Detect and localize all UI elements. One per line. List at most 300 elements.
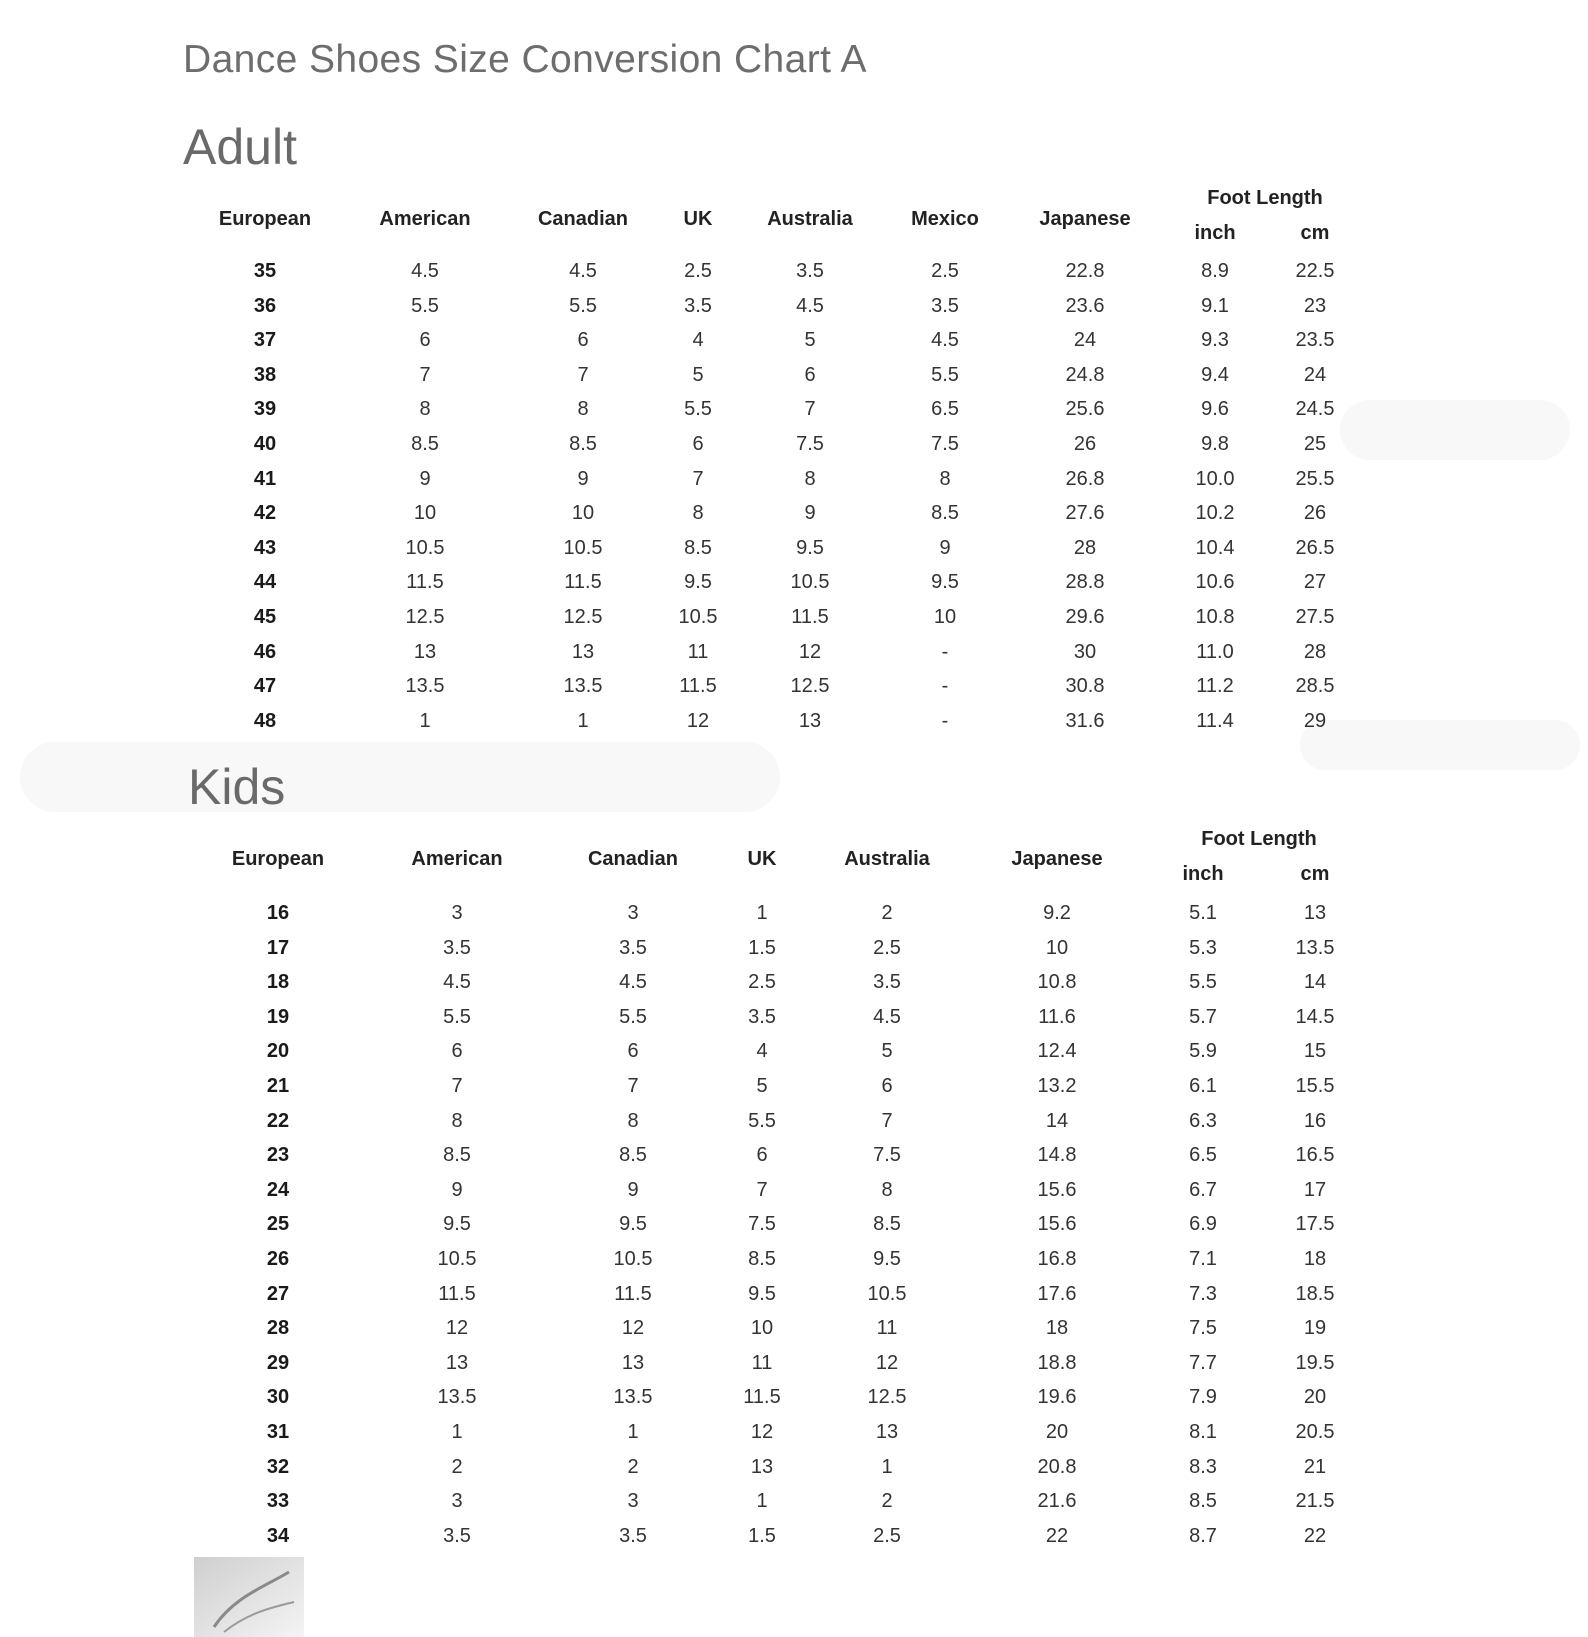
table-cell: 11.2 xyxy=(1196,675,1234,698)
table-cell: 9.5 xyxy=(796,536,824,559)
table-cell: 12 xyxy=(798,640,822,663)
table-cell: 25 xyxy=(266,1213,290,1236)
table-cell: 8.5 xyxy=(931,502,959,525)
table-cell: 25.6 xyxy=(1065,398,1105,421)
table-cell: 10 xyxy=(750,1317,774,1340)
foot-length-unit-header: inch xyxy=(1182,863,1224,885)
table-cell: 3 xyxy=(451,902,463,924)
table-cell: 29.6 xyxy=(1065,606,1105,628)
table-cell: 5 xyxy=(804,329,816,352)
table-cell: 6 xyxy=(627,1040,639,1063)
table-cell: 11.5 xyxy=(564,571,602,594)
table-cell: 5.5 xyxy=(931,363,959,386)
table-cell: 5.5 xyxy=(619,1005,647,1028)
scan-smudge xyxy=(1300,720,1580,770)
foot-length-unit-header: inch xyxy=(1194,222,1236,244)
column-header: UK xyxy=(683,208,713,230)
brand-logo xyxy=(194,1557,304,1637)
kids-section-title: Kids xyxy=(188,759,286,815)
table-cell: 6.3 xyxy=(1189,1109,1217,1132)
table-cell: 28 xyxy=(1303,640,1327,663)
table-cell: 11.5 xyxy=(438,1282,476,1305)
table-cell: 8.5 xyxy=(411,433,439,455)
table-cell: 12 xyxy=(621,1317,645,1340)
table-cell: 13.5 xyxy=(1295,936,1335,959)
table-cell: 10.5 xyxy=(790,571,830,594)
table-cell: 13.5 xyxy=(405,675,445,698)
table-cell: 8.5 xyxy=(443,1144,471,1167)
table-cell: 5.5 xyxy=(684,398,712,421)
table-cell: 44 xyxy=(253,571,277,594)
table-cell: 36 xyxy=(253,294,277,317)
table-cell: 2.5 xyxy=(931,260,959,282)
table-cell: 9.5 xyxy=(619,1213,647,1236)
table-cell: 11.5 xyxy=(614,1282,652,1305)
table-cell: 13 xyxy=(750,1455,774,1478)
table-cell: 10.0 xyxy=(1195,467,1235,490)
table-cell: 8.7 xyxy=(1189,1524,1217,1547)
table-cell: 7.3 xyxy=(1189,1282,1217,1305)
table-cell: 2 xyxy=(881,1490,893,1513)
table-cell: 39 xyxy=(253,398,277,421)
table-cell: 3.5 xyxy=(619,1524,647,1547)
table-cell: 22.5 xyxy=(1295,260,1335,282)
table-cell: 2 xyxy=(881,902,893,924)
table-cell: 7 xyxy=(756,1178,768,1201)
table-cell: 10.5 xyxy=(678,606,718,628)
table-cell: 3.5 xyxy=(684,294,712,317)
table-cell: 13 xyxy=(621,1351,645,1374)
column-header: European xyxy=(218,208,312,230)
table-cell: 12.5 xyxy=(867,1386,907,1409)
table-cell: 18 xyxy=(1303,1248,1327,1270)
table-cell: 1.5 xyxy=(748,936,776,959)
table-cell: 10.8 xyxy=(1037,971,1077,994)
table-cell: 3.5 xyxy=(443,936,471,959)
table-cell: 3.5 xyxy=(443,1524,471,1547)
table-cell: 8 xyxy=(804,467,816,490)
table-cell: 46 xyxy=(253,640,277,663)
table-cell: 24 xyxy=(1303,363,1327,386)
table-cell: 3.5 xyxy=(796,260,824,282)
column-header: Japanese xyxy=(1011,848,1103,870)
table-cell: 9 xyxy=(804,502,816,525)
table-cell: 23 xyxy=(266,1144,290,1167)
foot-length-unit-header: cm xyxy=(1300,222,1330,244)
table-cell: 4.5 xyxy=(569,260,597,282)
table-cell: 3.5 xyxy=(873,971,901,994)
table-cell: 10 xyxy=(933,606,957,628)
table-cell: 3 xyxy=(627,1490,639,1513)
table-cell: 4 xyxy=(692,329,704,352)
table-cell: 11.4 xyxy=(1196,709,1234,732)
table-cell: 13 xyxy=(875,1421,899,1443)
foot-length-header: Foot Length xyxy=(1201,828,1317,850)
table-cell: 16.5 xyxy=(1295,1144,1335,1167)
table-cell: 5.3 xyxy=(1189,936,1217,959)
table-cell: 29 xyxy=(1303,709,1327,732)
table-cell: 11.6 xyxy=(1038,1005,1076,1028)
foot-length-unit-header: cm xyxy=(1300,863,1330,885)
table-cell: 11 xyxy=(876,1317,898,1340)
table-cell: 9 xyxy=(627,1178,639,1201)
table-cell: 43 xyxy=(253,536,277,559)
table-cell: 16 xyxy=(1303,1109,1327,1132)
table-cell: 26.5 xyxy=(1295,536,1335,559)
table-cell: 21.5 xyxy=(1295,1490,1335,1513)
table-cell: 1 xyxy=(627,1421,639,1443)
table-cell: 27 xyxy=(1303,571,1327,594)
table-cell: 18.5 xyxy=(1295,1282,1335,1305)
table-cell: 13 xyxy=(445,1351,469,1374)
table-cell: 9.1 xyxy=(1201,294,1229,317)
table-cell: 32 xyxy=(266,1455,290,1478)
table-cell: 9.2 xyxy=(1043,902,1071,924)
table-cell: 17.6 xyxy=(1037,1282,1077,1305)
table-cell: 22 xyxy=(1045,1524,1069,1547)
table-cell: 9.5 xyxy=(873,1248,901,1270)
column-header: Canadian xyxy=(587,848,679,870)
table-cell: 13 xyxy=(571,640,595,663)
table-cell: 7.5 xyxy=(748,1213,776,1236)
table-cell: 9.5 xyxy=(931,571,959,594)
table-cell: 25.5 xyxy=(1295,467,1335,490)
table-cell: 6.5 xyxy=(931,398,959,421)
table-cell: 12.5 xyxy=(790,675,830,698)
table-cell: 13 xyxy=(798,709,822,732)
table-cell: 10.6 xyxy=(1195,571,1235,594)
table-cell: 12.5 xyxy=(563,606,603,628)
column-header: Mexico xyxy=(911,208,979,230)
table-cell: 27.5 xyxy=(1295,606,1335,628)
table-cell: 7.5 xyxy=(1189,1317,1217,1340)
table-cell: 9 xyxy=(451,1178,463,1201)
table-cell: 1 xyxy=(577,709,589,732)
table-cell: 27 xyxy=(266,1282,290,1305)
table-cell: 9 xyxy=(419,467,431,490)
table-cell: 1 xyxy=(451,1421,463,1443)
table-cell: 1 xyxy=(756,902,768,924)
table-cell: 22 xyxy=(266,1109,290,1132)
table-cell: 5 xyxy=(692,363,704,386)
table-cell: 13 xyxy=(413,640,437,663)
table-cell: 7.5 xyxy=(931,433,959,455)
table-cell: 37 xyxy=(253,329,277,352)
table-cell: 30 xyxy=(1073,640,1097,663)
table-cell: 5.5 xyxy=(411,294,439,317)
table-cell: 8 xyxy=(451,1109,463,1132)
table-cell: 2.5 xyxy=(873,936,901,959)
table-cell: 10.4 xyxy=(1195,536,1235,559)
table-cell: 29 xyxy=(266,1351,290,1374)
table-cell: 11 xyxy=(687,640,709,663)
table-cell: 11.0 xyxy=(1196,640,1234,663)
table-cell: 10.5 xyxy=(613,1248,653,1270)
table-cell: 6 xyxy=(451,1040,463,1063)
table-cell: 10 xyxy=(413,502,437,525)
table-cell: 14.8 xyxy=(1037,1144,1077,1167)
table-cell: 33 xyxy=(266,1490,290,1513)
table-cell: 12 xyxy=(750,1421,774,1443)
table-cell: 5.5 xyxy=(1189,971,1217,994)
table-cell: 8 xyxy=(419,398,431,421)
table-cell: 14.5 xyxy=(1295,1005,1335,1028)
table-cell: 9.5 xyxy=(684,571,712,594)
table-cell: 8.5 xyxy=(684,536,712,559)
table-cell: 24.5 xyxy=(1295,398,1335,421)
table-cell: 28 xyxy=(266,1317,290,1340)
table-cell: 2.5 xyxy=(873,1524,901,1547)
table-cell: 7 xyxy=(804,398,816,421)
table-cell: 16 xyxy=(266,902,290,924)
table-cell: 26.8 xyxy=(1065,467,1105,490)
table-cell: 24 xyxy=(266,1178,290,1201)
table-cell: 9.3 xyxy=(1201,329,1229,352)
table-cell: 6 xyxy=(577,329,589,352)
table-cell: 4.5 xyxy=(796,294,824,317)
table-cell: 48 xyxy=(253,709,277,732)
column-header: Australia xyxy=(844,848,930,870)
table-cell: 4.5 xyxy=(619,971,647,994)
table-cell: 8.5 xyxy=(619,1144,647,1167)
table-cell: 15.6 xyxy=(1037,1178,1077,1201)
table-cell: 24.8 xyxy=(1065,363,1105,386)
table-cell: 4 xyxy=(756,1040,768,1063)
table-cell: 11.5 xyxy=(679,675,717,698)
table-cell: 10.5 xyxy=(867,1282,907,1305)
table-cell: 9.6 xyxy=(1201,398,1229,421)
table-cell: 15.5 xyxy=(1295,1075,1335,1097)
table-cell: 1 xyxy=(881,1455,893,1478)
table-cell: 15 xyxy=(1303,1040,1327,1063)
table-cell: 12.5 xyxy=(405,606,445,628)
table-cell: 12 xyxy=(875,1351,899,1374)
table-cell: 20.8 xyxy=(1037,1455,1077,1478)
table-cell: 22.8 xyxy=(1065,260,1105,282)
table-cell: 7.5 xyxy=(796,433,824,455)
table-cell: 3.5 xyxy=(748,1005,776,1028)
table-cell: 35 xyxy=(253,260,277,282)
table-cell: 7 xyxy=(627,1075,639,1097)
table-cell: 10.2 xyxy=(1195,502,1235,525)
table-cell: 5.1 xyxy=(1189,902,1217,924)
table-cell: 7 xyxy=(881,1109,893,1132)
table-cell: 10 xyxy=(1045,936,1069,959)
table-cell: 2.5 xyxy=(748,971,776,994)
table-cell: 12 xyxy=(445,1317,469,1340)
table-cell: 9 xyxy=(577,467,589,490)
table-cell: 3.5 xyxy=(931,294,959,317)
table-cell: 20 xyxy=(1045,1421,1069,1443)
scan-smudge xyxy=(1340,400,1570,460)
table-cell: 30.8 xyxy=(1065,675,1105,698)
table-cell: 8 xyxy=(939,467,951,490)
table-cell: 13.5 xyxy=(563,675,603,698)
table-cell: 8.5 xyxy=(1189,1490,1217,1513)
table-cell: 8.5 xyxy=(748,1248,776,1270)
table-cell: - xyxy=(941,640,949,663)
table-cell: 17 xyxy=(1303,1178,1327,1201)
table-cell: 4.5 xyxy=(931,329,959,352)
table-cell: 26 xyxy=(1303,502,1327,525)
table-cell: 8 xyxy=(692,502,704,525)
table-cell: 17 xyxy=(266,936,290,959)
table-cell: 8.1 xyxy=(1189,1421,1217,1443)
table-cell: 13.5 xyxy=(613,1386,653,1409)
table-cell: 10.5 xyxy=(437,1248,477,1270)
table-cell: 8.5 xyxy=(873,1213,901,1236)
table-cell: 6 xyxy=(692,433,704,455)
table-cell: 4.5 xyxy=(443,971,471,994)
table-cell: 1.5 xyxy=(748,1524,776,1547)
table-cell: 1 xyxy=(419,709,431,732)
table-cell: 5.5 xyxy=(569,294,597,317)
table-cell: 41 xyxy=(253,467,277,490)
table-cell: 45 xyxy=(253,606,277,628)
table-cell: 21 xyxy=(1303,1455,1327,1478)
table-cell: 13 xyxy=(1303,902,1327,924)
adult-section-title: Adult xyxy=(183,119,297,175)
table-cell: 8.3 xyxy=(1189,1455,1217,1478)
table-cell: 11.5 xyxy=(791,606,829,628)
table-cell: 10 xyxy=(571,502,595,525)
table-cell: 3 xyxy=(451,1490,463,1513)
table-cell: 13.2 xyxy=(1037,1075,1077,1097)
table-cell: 9.8 xyxy=(1201,433,1229,455)
table-cell: 19 xyxy=(266,1005,290,1028)
table-cell: 15.6 xyxy=(1037,1213,1077,1236)
column-header: Japanese xyxy=(1039,208,1131,230)
table-cell: 31.6 xyxy=(1065,709,1105,732)
table-cell: 6.9 xyxy=(1189,1213,1217,1236)
table-cell: 20 xyxy=(266,1040,290,1063)
table-cell: 8 xyxy=(627,1109,639,1132)
column-header: American xyxy=(379,208,471,230)
table-cell: 5.5 xyxy=(443,1005,471,1028)
table-cell: 1 xyxy=(756,1490,768,1513)
column-header: UK xyxy=(747,848,777,870)
table-cell: 20 xyxy=(1303,1386,1327,1409)
table-cell: 18.8 xyxy=(1037,1351,1077,1374)
table-cell: 11.5 xyxy=(743,1386,781,1409)
table-cell: 11.5 xyxy=(406,571,444,594)
table-cell: 19 xyxy=(1303,1317,1327,1340)
table-cell: 6 xyxy=(881,1075,893,1097)
table-cell: 2 xyxy=(627,1455,639,1478)
table-cell: 21.6 xyxy=(1037,1490,1077,1513)
table-cell: 34 xyxy=(266,1524,290,1547)
table-cell: 2.5 xyxy=(684,260,712,282)
table-cell: 7.1 xyxy=(1189,1248,1217,1270)
table-cell: 19.5 xyxy=(1295,1351,1335,1374)
table-cell: 8 xyxy=(881,1178,893,1201)
column-header: Canadian xyxy=(537,208,629,230)
table-cell: 8 xyxy=(577,398,589,421)
table-cell: 28 xyxy=(1073,536,1097,559)
table-cell: 42 xyxy=(253,502,277,525)
table-cell: 24 xyxy=(1073,329,1097,352)
table-cell: 6 xyxy=(419,329,431,352)
table-cell: 17.5 xyxy=(1295,1213,1335,1236)
column-header: European xyxy=(231,848,325,870)
table-cell: 7 xyxy=(692,467,704,490)
table-cell: 6.1 xyxy=(1189,1075,1217,1097)
table-cell: 10.5 xyxy=(563,536,603,559)
table-cell: 25 xyxy=(1303,433,1327,455)
table-cell: 19.6 xyxy=(1037,1386,1077,1409)
table-cell: 14 xyxy=(1303,971,1327,994)
table-cell: 4.5 xyxy=(411,260,439,282)
table-cell: 4.5 xyxy=(873,1005,901,1028)
table-cell: 6.7 xyxy=(1189,1178,1217,1201)
table-cell: 27.6 xyxy=(1065,502,1105,525)
table-cell: 9.5 xyxy=(748,1282,776,1305)
table-cell: 23.6 xyxy=(1065,294,1105,317)
column-header: Australia xyxy=(767,208,853,230)
document-title: Dance Shoes Size Conversion Chart A xyxy=(183,38,867,81)
table-cell: 31 xyxy=(266,1421,290,1443)
table-cell: 26 xyxy=(266,1248,290,1270)
table-cell: 13.5 xyxy=(437,1386,477,1409)
table-cell: 2 xyxy=(451,1455,463,1478)
table-cell: 5.7 xyxy=(1189,1005,1217,1028)
table-cell: 10.5 xyxy=(405,536,445,559)
table-cell: 26 xyxy=(1073,433,1097,455)
table-cell: 47 xyxy=(253,675,277,698)
table-cell: 7.9 xyxy=(1189,1386,1217,1409)
table-cell: 7 xyxy=(451,1075,463,1097)
table-cell: 7.5 xyxy=(873,1144,901,1167)
table-cell: - xyxy=(941,675,949,698)
table-cell: 11 xyxy=(751,1351,773,1374)
table-cell: 7 xyxy=(577,363,589,386)
table-cell: 14 xyxy=(1045,1109,1069,1132)
table-cell: 3 xyxy=(627,902,639,924)
foot-length-header: Foot Length xyxy=(1207,187,1323,209)
table-cell: 28.8 xyxy=(1065,571,1105,594)
table-cell: 16.8 xyxy=(1037,1248,1077,1270)
table-cell: 5.9 xyxy=(1189,1040,1217,1063)
table-cell: 5 xyxy=(881,1040,893,1063)
scan-smudge xyxy=(20,742,780,812)
table-cell: 6 xyxy=(756,1144,768,1167)
table-cell: 9 xyxy=(939,536,951,559)
column-header: American xyxy=(411,848,503,870)
table-cell: 23 xyxy=(1303,294,1327,317)
table-cell: 8.9 xyxy=(1201,260,1229,282)
table-cell: 7 xyxy=(419,363,431,386)
table-cell: 7.7 xyxy=(1189,1351,1217,1374)
table-cell: 10.8 xyxy=(1195,606,1235,628)
table-cell: 6 xyxy=(804,363,816,386)
table-cell: 20.5 xyxy=(1295,1421,1335,1443)
table-cell: 38 xyxy=(253,363,277,386)
table-cell: 22 xyxy=(1303,1524,1327,1547)
table-cell: 3.5 xyxy=(619,936,647,959)
table-cell: 9.4 xyxy=(1201,363,1229,386)
table-cell: 18 xyxy=(1045,1317,1069,1340)
table-cell: 23.5 xyxy=(1295,329,1335,352)
table-cell: 21 xyxy=(266,1075,290,1097)
table-cell: 5 xyxy=(756,1075,768,1097)
table-cell: 30 xyxy=(266,1386,290,1409)
table-cell: 6.5 xyxy=(1189,1144,1217,1167)
table-cell: 9.5 xyxy=(443,1213,471,1236)
table-cell: - xyxy=(941,709,949,732)
table-cell: 28.5 xyxy=(1295,675,1335,698)
table-cell: 12.4 xyxy=(1037,1040,1077,1063)
table-cell: 40 xyxy=(253,433,277,455)
